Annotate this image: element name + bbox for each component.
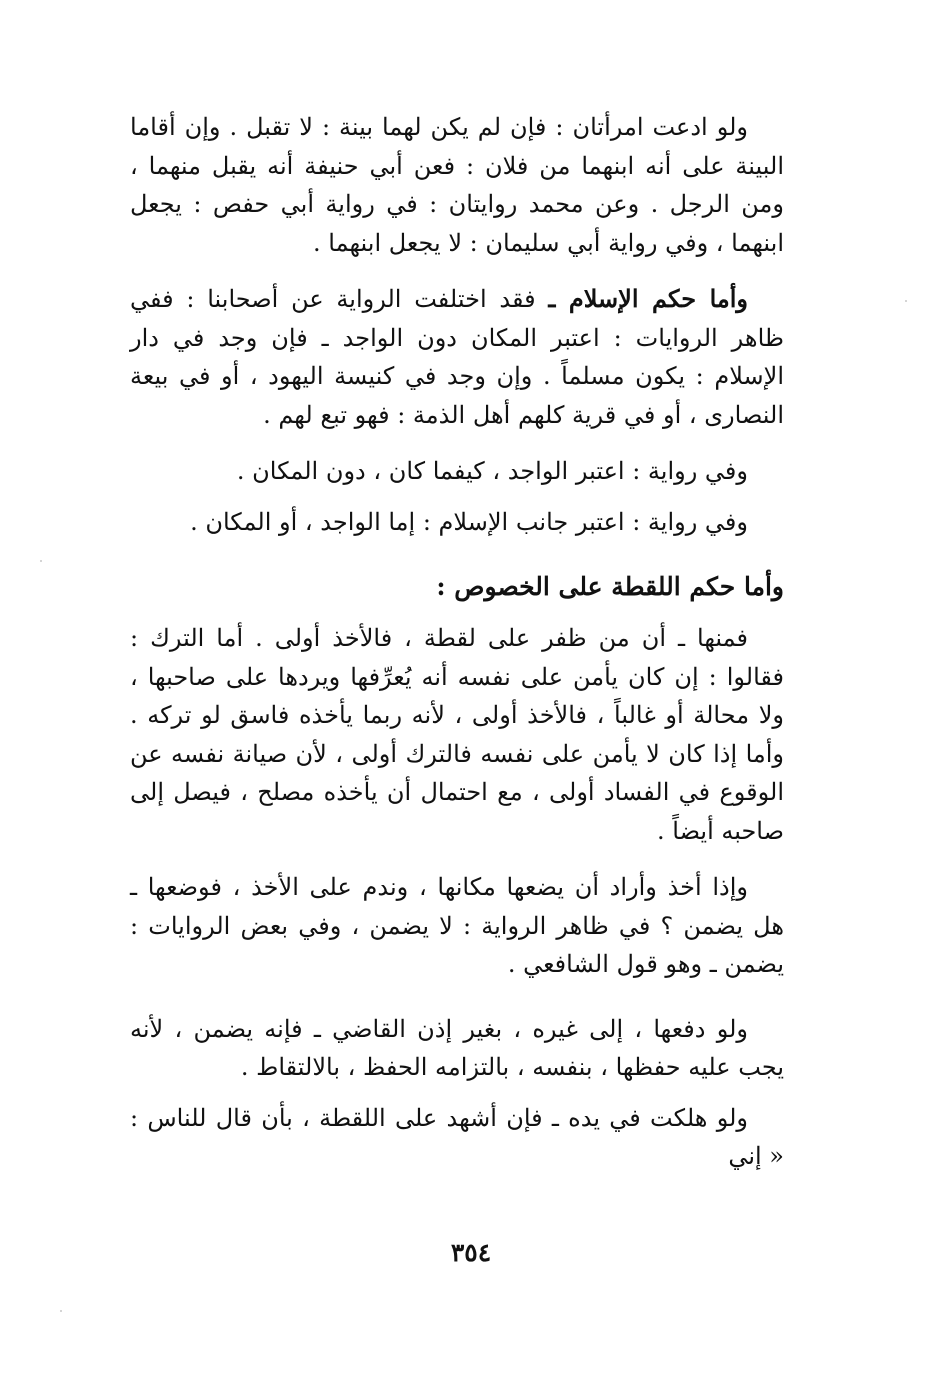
page-number: ٣٥٤ bbox=[450, 1238, 492, 1267]
paragraph-gap bbox=[130, 850, 784, 868]
paragraph-lead-phrase: وأما حكم الإسلام ـ bbox=[548, 284, 748, 313]
paragraph-gap bbox=[130, 1087, 784, 1099]
paragraph-narration-finder: وفي رواية : اعتبر الواجد ، كيفما كان ، دون المكان . bbox=[236, 457, 748, 485]
paragraph-two-women-claim: ولو ادعت امرأتان : فإن لم يكن لهما بينة : لا تقبل . وإن أقاما البينة على أنه ابنهما من فلان : فعن أبي حنيفة أنه يقبل منهما ، ومن الرجل . وعن محمد روايتان : في رواية أبي حفص : يجعل ابنهما ، وفي رواية أبي سليمان : لا يجعل ابنهما . bbox=[130, 113, 784, 257]
paragraph-islam-ruling bbox=[130, 280, 784, 434]
paragraph-narration-islam-side: وفي رواية : اعتبر جانب الإسلام : إما الواجد ، أو المكان . bbox=[190, 507, 748, 536]
page-body bbox=[130, 108, 784, 1288]
paragraph-returning-item: وإذا أخذ وأراد أن يضعها مكانها ، وندم على الأخذ ، فوضعها ـ هل يضمن ؟ في ظاهر الرواية : لا يضمن ، وفي بعض الروايات : يضمن ـ وهو قول الشافعي . bbox=[130, 873, 785, 978]
section-heading: وأما حكم اللقطة على الخصوص : bbox=[436, 572, 784, 601]
paragraph-gap bbox=[130, 491, 784, 503]
scan-speck bbox=[40, 560, 42, 562]
paragraph-gap bbox=[130, 541, 784, 567]
paragraph-gap bbox=[130, 607, 784, 619]
paragraph-item-perished: ولو هلكت في يده ـ فإن أشهد على اللقطة ، بأن قال للناس : « إني bbox=[130, 1103, 784, 1170]
paragraph-taking-found-item: فمنها ـ أن من ظفر على لقطة ، فالأخذ أولى . أما الترك : فقالوا : إن كان يأمن على نفسه أنه يُعرِّفها ويردها على صاحبها ، ولا محالة أو غالباً ، فالأخذ أولى ، لأنه ربما يأخذه فاسق لو تركه . وأما إذا كان لا يأمن على نفسه فالترك أولى ، لأن صيانة نفسه عن الوقوع في الفساد أولى ، مع احتمال أن يأخذه مصلح ، فيصل إلى صاحبه أيضاً . bbox=[130, 624, 784, 845]
paragraph-gap bbox=[130, 262, 784, 280]
paragraph-gap bbox=[130, 984, 784, 1010]
paragraph-gap bbox=[130, 434, 784, 452]
scan-speck bbox=[905, 300, 907, 302]
paragraph-body-text: فقد اختلفت الرواية عن أصحابنا : ففي ظاهر الروايات : اعتبر المكان دون الواجد ـ فإن وجد في دار الإسلام : يكون مسلماً . وإن وجد في كنيسة اليهود ، أو في بيعة النصارى ، أو في قرية كلهم أهل الذمة : فهو تبع لهم . bbox=[130, 285, 784, 429]
paragraph-giving-to-other: ولو دفعها ، إلى غيره ، بغير إذن القاضي ـ فإنه يضمن ، لأنه يجب عليه حفظها ، بنفسه ، بالتزامه الحفظ ، بالالتقاط . bbox=[130, 1014, 784, 1081]
scan-speck bbox=[60, 1310, 62, 1312]
